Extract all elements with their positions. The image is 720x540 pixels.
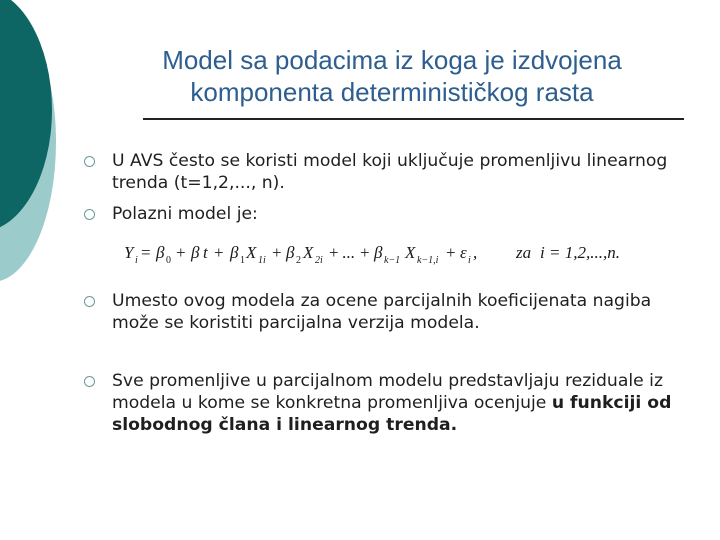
bullet-text-plain: Sve promenljive u parcijalnom modelu predstavljaju reziduale iz modela u kome se konkretna promenljiva ocenjuje — [112, 371, 663, 413]
formula-X-k: X — [405, 243, 416, 262]
formula-plus-1: + — [176, 243, 186, 262]
formula-sub-k-1-i: k−1,i — [417, 255, 439, 266]
formula-za: za — [516, 243, 532, 262]
formula-sub-k-1: k−1 — [384, 255, 401, 266]
formula-sub-1: 1 — [240, 255, 245, 266]
formula-plus-2: + — [214, 243, 224, 262]
formula-epsilon: ε — [460, 243, 467, 262]
formula-beta-1: β — [230, 243, 239, 262]
formula-plus-4: + — [329, 243, 339, 262]
circle-bullet-icon — [84, 209, 95, 220]
circle-bullet-icon — [84, 376, 95, 387]
formula-sub-1i: 1i — [258, 255, 266, 266]
bullet-text: U AVS često se koristi model koji uključuje promenljivu linearnog trenda (t=1,2,..., n). — [112, 151, 668, 193]
formula-beta-k: β — [374, 243, 383, 262]
formula-X-1: X — [246, 243, 257, 262]
bullet-text-bold: u funkciji od slobodnog člana i linearnog trenda. — [112, 393, 672, 435]
decorative-arcs — [0, 0, 60, 290]
bullet-text — [112, 370, 684, 436]
formula-beta0: β — [156, 243, 165, 262]
formula-beta-t: β — [191, 243, 200, 262]
formula-dots: ... — [342, 243, 355, 262]
slide-title — [122, 44, 662, 108]
formula-sub-2i: 2i — [315, 255, 323, 266]
formula-beta-2: β — [286, 243, 295, 262]
title-divider — [143, 118, 684, 120]
formula-X-2: X — [303, 243, 314, 262]
formula-range: i = 1,2,...,n. — [540, 243, 620, 262]
formula-plus-5: + — [360, 243, 370, 262]
formula-eq: = — [141, 243, 151, 262]
title-line-2: komponenta determinističkog rasta — [190, 77, 594, 107]
bullet-item-1 — [84, 150, 684, 194]
bullet-text: Polazni model je: — [112, 204, 258, 224]
formula-plus-3: + — [272, 243, 282, 262]
formula-plus-6: + — [446, 243, 456, 262]
title-line-1: Model sa podacima iz koga je izdvojena — [162, 45, 622, 75]
bullet-item-3 — [84, 290, 684, 334]
formula-comma: , — [473, 243, 478, 262]
bullet-item-2 — [84, 203, 684, 225]
formula-sub-0: 0 — [166, 255, 171, 266]
circle-bullet-icon — [84, 296, 95, 307]
formula-sub-2: 2 — [296, 255, 301, 266]
formula-t: t — [203, 243, 208, 262]
regression-formula — [120, 238, 640, 274]
formula-sub-i-2: i — [468, 255, 471, 266]
bullet-item-4 — [84, 370, 684, 436]
circle-bullet-icon — [84, 156, 95, 167]
formula-Y: Y — [124, 243, 134, 262]
formula-sub-i: i — [135, 255, 138, 266]
bullet-text: Umesto ovog modela za ocene parcijalnih koeficijenata nagiba može se koristiti parcijalna verzija modela. — [112, 291, 652, 333]
